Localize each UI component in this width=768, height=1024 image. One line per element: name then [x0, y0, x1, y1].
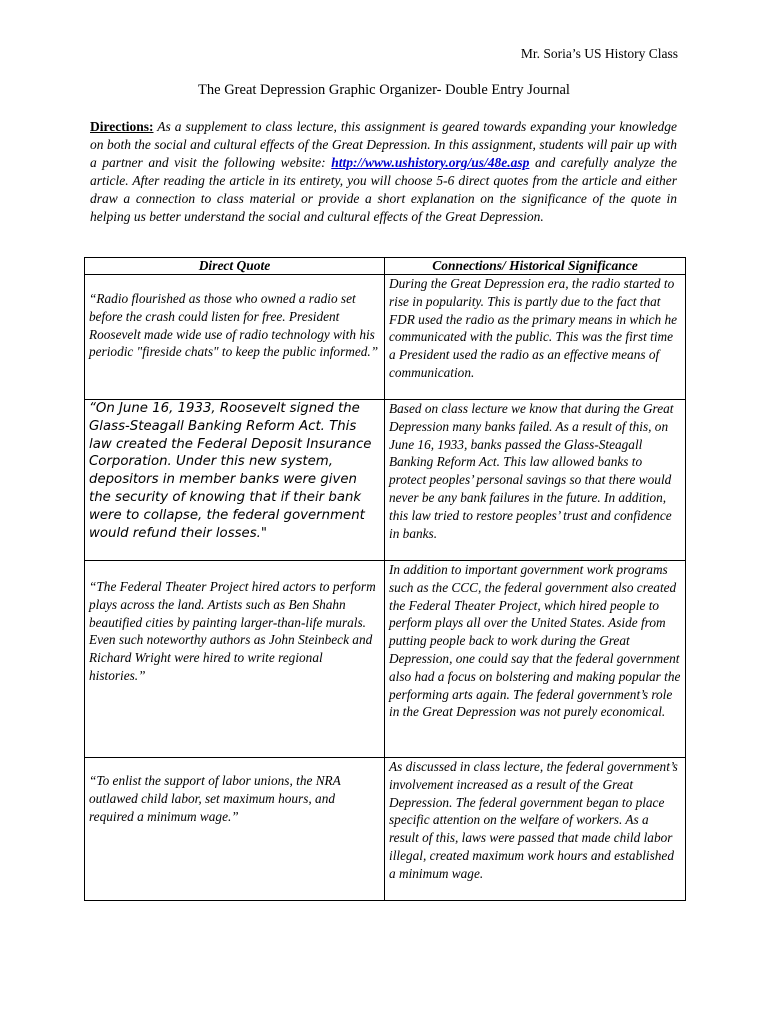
significance-cell: Based on class lecture we know that during the Great Depression many banks failed. As a result of this, on June 16, 1933, banks passed the Glass-Steagall Banking Reform Act. This law allowed banks to protect peoples’ personal savings so that there would never be any bank failures in the future. In addition, this law tried to restore peoples’ trust and confidence in banks.: [385, 400, 686, 561]
significance-cell: As discussed in class lecture, the federal government’s involvement increased as a result of the Great Depression. The federal government began to place specific attention on the welfare of workers. As a result of this, laws were passed that made child labor illegal, created maximum work hours and established a minimum wage.: [385, 758, 686, 901]
table-row: [85, 400, 686, 561]
directions-text-before-link: As a supplement to class lecture, this assignment is geared towards expanding your knowledge on both the social and cultural effects of the Great Depression. In this assignment, students will pair up with a partner and visit the following website:: [90, 119, 677, 170]
significance-cell: During the Great Depression era, the radio started to rise in popularity. This is partly due to the fact that FDR used the radio as the primary means in which he communicated with the public. This was the first time a President used the radio as an effective means of communication.: [385, 275, 686, 400]
quote-cell: [85, 561, 385, 758]
quote-cell: [85, 758, 385, 901]
directions-text-after-link: and carefully analyze the article. After reading the article in its entirety, you will choose 5-6 direct quotes from the article and either draw a connection to class material or provide a short explanation on the significance of the quote in helping us better understand the social and cultural effects of the Great Depression.: [90, 155, 677, 224]
table-header-row: [85, 258, 686, 275]
table-row: [85, 561, 686, 758]
table-row: [85, 275, 686, 400]
quote-text: “The Federal Theater Project hired actors to perform plays across the land. Artists such as Ben Shahn beautified cities by painting larger-than-life murals. Even such noteworthy authors as John Steinbeck and Richard Wright were hired to write regional histories.”: [89, 579, 376, 683]
quote-cell: [85, 275, 385, 400]
directions-label: Directions:: [90, 119, 154, 134]
significance-cell: In addition to important government work programs such as the CCC, the federal government also created the Federal Theater Project, which hired people to perform plays all over the United States. Aside from putting people back to work during the Great Depression, one could say that the federal government also had a focus on bolstering and making popular the performing arts again. The federal government’s role in the Great Depression was not purely economical.: [385, 561, 686, 758]
double-entry-journal-table: [84, 257, 686, 901]
column-header-significance: Connections/ Historical Significance: [385, 258, 686, 275]
quote-text: “Radio flourished as those who owned a radio set before the crash could listen for free. President Roosevelt made wide use of radio technology with his periodic "fireside chats" to keep the public informed.”: [89, 291, 379, 360]
article-link[interactable]: http://www.ushistory.org/us/48e.asp: [331, 155, 530, 170]
class-name-header: Mr. Soria’s US History Class: [520, 46, 678, 61]
directions-paragraph: [90, 118, 677, 226]
quote-text: “To enlist the support of labor unions, the NRA outlawed child labor, set maximum hours, and required a minimum wage.”: [89, 773, 341, 824]
quote-text: “On June 16, 1933, Roosevelt signed the Glass-Steagall Banking Reform Act. This law created the Federal Deposit Insurance Corporation. Under this new system, depositors in member banks were given the security of knowing that if their bank were to collapse, the federal government would refund their losses.": [89, 401, 372, 541]
page-title: The Great Depression Graphic Organizer- Double Entry Journal: [198, 82, 570, 98]
table-row: [85, 758, 686, 901]
quote-cell: [85, 400, 385, 561]
column-header-direct-quote: Direct Quote: [85, 258, 385, 275]
